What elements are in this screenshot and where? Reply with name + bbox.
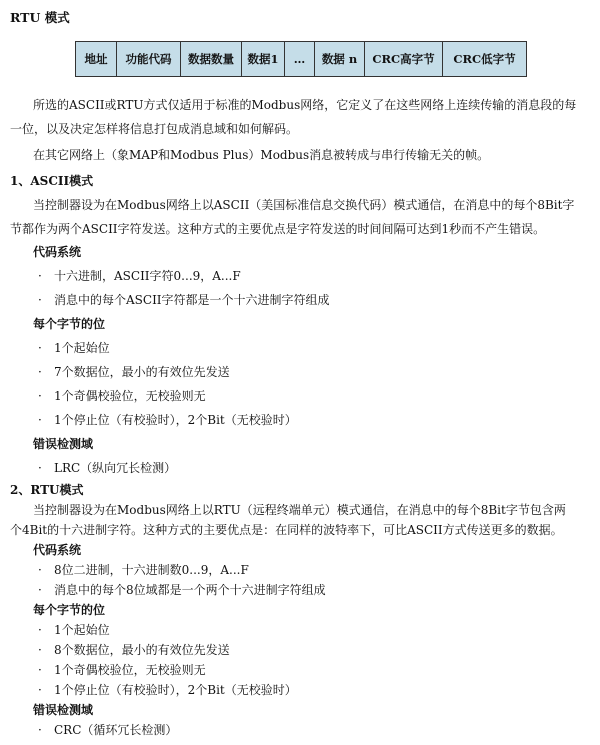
ascii-heading: 1、ASCII模式 xyxy=(10,174,94,188)
bullet-icon: · xyxy=(38,663,42,677)
frame-field-crc-high: CRC高字节 xyxy=(365,42,443,77)
ascii-description-line-1: 当控制器设为在Modbus网络上以ASCII（美国标准信息交换代码）模式通信，在消息中的每个8Bit字 xyxy=(33,198,575,212)
list-item-text: 十六进制，ASCII字符0...9，A...F xyxy=(54,269,241,283)
list-item-text: 1个奇偶校验位，无校验则无 xyxy=(54,663,206,677)
rtu-frame-table xyxy=(75,41,527,77)
ascii-error-check-label: 错误检测域 xyxy=(33,437,94,451)
bullet-icon: · xyxy=(38,683,42,697)
frame-field-crc-low: CRC低字节 xyxy=(443,42,527,77)
bullet-icon: · xyxy=(38,341,42,355)
frame-field-address: 地址 xyxy=(76,42,117,77)
frame-field-data-count: 数据数量 xyxy=(181,42,242,77)
frame-field-data-n: 数据 n xyxy=(315,42,365,77)
bullet-icon: · xyxy=(38,723,42,737)
list-item xyxy=(38,456,176,480)
page-title: RTU 模式 xyxy=(10,10,70,25)
intro-paragraph-2: 在其它网络上（象MAP和Modbus Plus）Modbus消息被转成与串行传输无关的帧。 xyxy=(33,148,490,162)
bullet-icon: · xyxy=(38,643,42,657)
list-item xyxy=(38,660,206,680)
bullet-icon: · xyxy=(38,563,42,577)
rtu-description-line-1: 当控制器设为在Modbus网络上以RTU（远程终端单元）模式通信，在消息中的每个8Bit字节包含两 xyxy=(33,503,566,517)
ascii-code-system-label: 代码系统 xyxy=(33,245,82,259)
list-item xyxy=(38,360,230,384)
bullet-icon: · xyxy=(38,461,42,475)
ascii-byte-bits-label: 每个字节的位 xyxy=(33,317,106,331)
list-item xyxy=(38,384,206,408)
bullet-icon: · xyxy=(38,269,42,283)
rtu-code-system-label: 代码系统 xyxy=(33,543,82,557)
rtu-description-line-2: 个4Bit的十六进制字符。这种方式的主要优点是：在同样的波特率下，可比ASCII方式传送更多的数据。 xyxy=(10,523,563,537)
list-item-text: 1个停止位（有校验时），2个Bit（无校验时） xyxy=(54,683,297,697)
list-item xyxy=(38,720,177,740)
intro-paragraph-line-2: 一位，以及决定怎样将信息打包成消息域和如何解码。 xyxy=(10,122,299,136)
list-item-text: 1个起始位 xyxy=(54,623,110,637)
rtu-heading: 2、RTU模式 xyxy=(10,483,84,497)
list-item xyxy=(38,264,241,288)
list-item-text: 消息中的每个8位域都是一个两个十六进制字符组成 xyxy=(54,583,326,597)
list-item xyxy=(38,580,326,600)
list-item-text: LRC（纵向冗长检测） xyxy=(54,461,177,475)
list-item-text: 8位二进制，十六进制数0...9，A...F xyxy=(54,563,249,577)
list-item-text: CRC（循环冗长检测） xyxy=(54,723,178,737)
rtu-byte-bits-label: 每个字节的位 xyxy=(33,603,106,617)
list-item xyxy=(38,288,330,312)
list-item-text: 1个停止位（有校验时），2个Bit（无校验时） xyxy=(54,413,297,427)
list-item xyxy=(38,640,230,660)
list-item xyxy=(38,680,297,700)
bullet-icon: · xyxy=(38,389,42,403)
frame-field-data-1: 数据1 xyxy=(242,42,285,77)
ascii-description-line-2: 节都作为两个ASCII字符发送。这种方式的主要优点是字符发送的时间间隔可达到1秒而不产生错误。 xyxy=(10,222,546,236)
bullet-icon: · xyxy=(38,623,42,637)
intro-paragraph-line-1: 所选的ASCII或RTU方式仅适用于标准的Modbus网络，它定义了在这些网络上连续传输的消息段的每 xyxy=(33,98,577,112)
bullet-icon: · xyxy=(38,365,42,379)
list-item xyxy=(38,620,110,640)
bullet-icon: · xyxy=(38,413,42,427)
list-item-text: 7个数据位，最小的有效位先发送 xyxy=(54,365,230,379)
frame-field-ellipsis: … xyxy=(285,42,315,77)
list-item-text: 1个起始位 xyxy=(54,341,110,355)
list-item-text: 1个奇偶校验位，无校验则无 xyxy=(54,389,206,403)
frame-row xyxy=(76,42,527,77)
bullet-icon: · xyxy=(38,293,42,307)
list-item xyxy=(38,336,110,360)
list-item-text: 消息中的每个ASCII字符都是一个十六进制字符组成 xyxy=(54,293,330,307)
bullet-icon: · xyxy=(38,583,42,597)
list-item xyxy=(38,408,297,432)
rtu-error-check-label: 错误检测域 xyxy=(33,703,94,717)
list-item-text: 8个数据位，最小的有效位先发送 xyxy=(54,643,230,657)
list-item xyxy=(38,560,249,580)
frame-field-function-code: 功能代码 xyxy=(117,42,181,77)
